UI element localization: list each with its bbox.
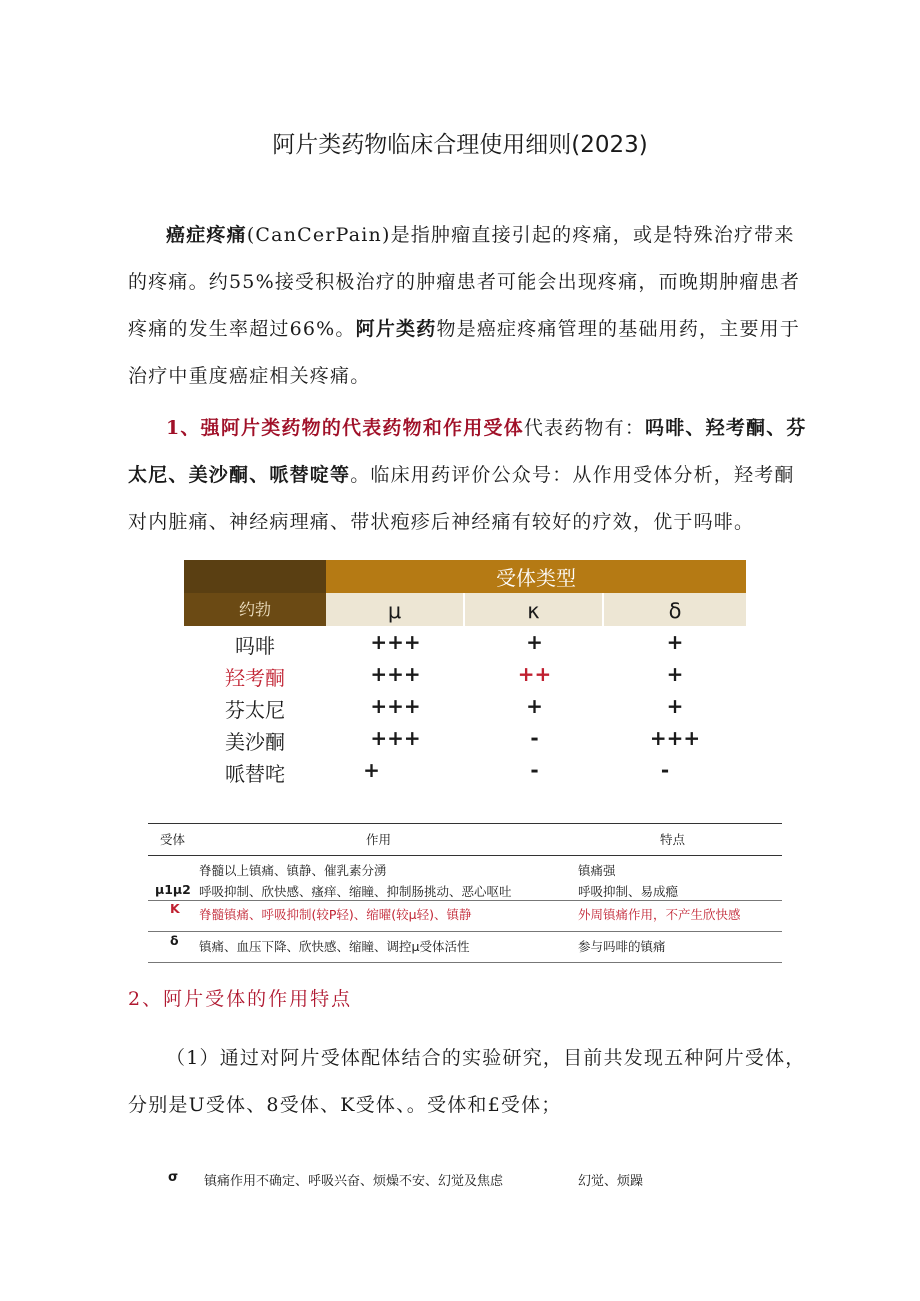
feature-kappa: 外周镇痛作用，不产生欣快感 — [578, 907, 741, 922]
receptor-table-header-group — [184, 560, 746, 593]
section1-drugs: 吗啡、羟考酮、芬太尼、美沙酮、哌替啶等 — [128, 417, 807, 486]
receptor-kappa: K — [170, 901, 180, 916]
table-rule-header — [148, 855, 782, 856]
drug-name: 芬太尼 — [225, 698, 285, 722]
section1-text-1: 代表药物有： — [523, 417, 646, 439]
table-row — [184, 694, 746, 726]
intro-term: 癌症疼痛 — [166, 224, 247, 246]
page-title: 阿片类药物临床合理使用细则(2023) — [272, 132, 648, 158]
delta-value: + — [666, 694, 684, 718]
mu-value: + — [363, 758, 380, 782]
kappa-value: + — [526, 630, 543, 654]
sigma-receptor: σ — [168, 1170, 179, 1185]
header-action: 作用 — [366, 832, 392, 847]
intro-text-2: 物是癌症疼痛管理的基础用药，主要用于治疗中重度癌症相关疼痛。 — [128, 318, 801, 387]
delta-value: + — [666, 630, 684, 654]
section2-paragraph: （1）通过对阿片受体配体结合的实验研究，目前共发现五种阿片受体，分别是U受体、8受体、K受体、。受体和£受体； — [128, 1047, 806, 1116]
section1-paragraph — [128, 405, 808, 546]
delta-value: +++ — [649, 726, 701, 750]
header-kappa: κ — [465, 593, 602, 626]
mu-value: +++ — [370, 662, 421, 686]
table-row — [184, 662, 746, 694]
kappa-value: - — [530, 758, 539, 782]
drug-name: 哌替咤 — [225, 762, 285, 786]
kappa-value: ++ — [517, 662, 552, 686]
delta-value: + — [666, 662, 684, 686]
drug-name: 美沙酮 — [225, 730, 285, 754]
section2-heading: 2、阿片受体的作用特点 — [128, 988, 353, 1010]
action-mu-line1: 脊髓以上镇痛、镇静、催乳素分湧 — [199, 863, 387, 878]
sigma-action: 镇痛作用不确定、呼吸兴奋、烦燥不安、幻觉及焦虑 — [204, 1174, 504, 1189]
feature-mu-line2: 呼吸抑制、易成瘾 — [578, 884, 679, 899]
drug-name: 吗啡 — [235, 634, 275, 658]
table-rule-bottom — [148, 962, 782, 963]
intro-term-2: 阿片类药 — [355, 318, 437, 340]
drug-name: 羟考酮 — [225, 666, 285, 690]
kappa-value: + — [526, 694, 543, 718]
header-receptor-type: 受体类型 — [326, 560, 746, 593]
table-row — [184, 726, 746, 758]
header-mu: μ — [326, 593, 463, 626]
header-corner — [184, 560, 326, 593]
delta-value: - — [660, 758, 670, 782]
header-feature: 特点 — [660, 832, 686, 847]
header-delta: δ — [604, 593, 746, 626]
section2-heading-wrap — [128, 976, 808, 1023]
receptor-delta: δ — [170, 933, 179, 948]
receptor-mu: μ1μ2 — [155, 882, 191, 897]
intro-paragraph — [128, 212, 808, 400]
table-rule — [148, 931, 782, 932]
kappa-value: - — [530, 726, 539, 750]
mu-value: +++ — [370, 694, 421, 718]
header-receptor: 受体 — [160, 832, 186, 847]
action-kappa: 脊髓镇痛、呼吸抑制(较P轻)、缩曜(较μ轻)、镇静 — [199, 907, 472, 922]
action-mu-line2: 呼吸抑制、欣快感、瘙痒、缩瞳、抑制肠挑动、恶心呕吐 — [199, 884, 512, 899]
intro-text-1: (CanCerPain)是指肿瘤直接引起的疼痛，或是特殊治疗带来的疼痛。约55%接受积极治疗的肿瘤患者可能会出现疼痛，而晚期肿瘤患者疼痛的发生率超过66%。 — [128, 224, 801, 340]
mu-value: +++ — [370, 726, 421, 750]
header-drug: 约勃 — [184, 593, 326, 626]
action-delta: 镇痛、血压下降、欣快感、缩瞳、调控μ受体活性 — [199, 939, 470, 954]
table-rule-top — [148, 823, 782, 824]
table-row — [184, 758, 746, 790]
section1-heading: 1、强阿片类药物的代表药物和作用受体 — [166, 417, 524, 439]
section1-text-2: 。临床用药评价公众号：从作用受体分析，羟考酮对内脏痛、神经病理痛、带状疱疹后神经痛有较好的疗效，优于吗啡。 — [128, 464, 795, 533]
mu-value: +++ — [370, 630, 421, 654]
feature-mu-line1: 镇痛强 — [578, 863, 616, 878]
sigma-feature: 幻觉、烦躁 — [578, 1174, 644, 1189]
receptor-table-subheader — [184, 593, 746, 626]
feature-delta: 参与吗啡的镇痛 — [578, 939, 666, 954]
table-rule — [148, 900, 782, 901]
table-row — [184, 630, 746, 662]
